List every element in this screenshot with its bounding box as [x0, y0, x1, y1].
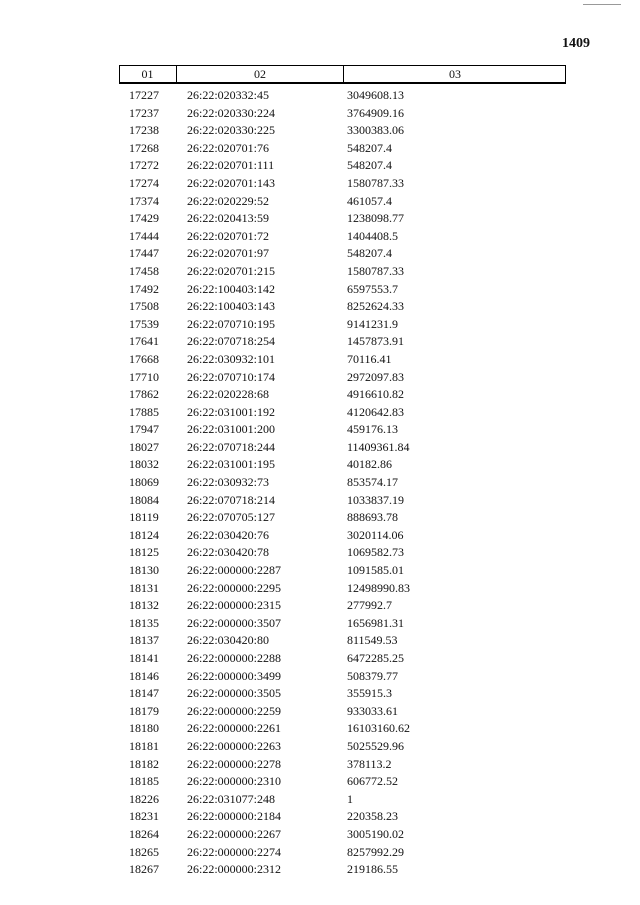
table-cell-2: 26:22:031001:192 — [187, 404, 276, 419]
table-cell-3: 378113.2 — [347, 756, 392, 771]
table-cell-1: 17274 — [129, 175, 159, 190]
table-cell-1: 18137 — [129, 633, 159, 648]
table-row — [0, 386, 640, 404]
column-header-01: 01 — [141, 67, 154, 81]
table-cell-1: 17458 — [129, 263, 159, 278]
table-cell-1: 18135 — [129, 615, 159, 630]
table-cell-3: 1091585.01 — [347, 563, 404, 578]
table-cell-2: 26:22:020701:111 — [187, 158, 275, 173]
table-cell-1: 18032 — [129, 457, 159, 472]
table-cell-1: 17268 — [129, 140, 159, 155]
table-cell-1: 18132 — [129, 598, 159, 613]
table-row — [0, 439, 640, 457]
table-cell-1: 18124 — [129, 527, 159, 542]
table-row — [0, 474, 640, 492]
table-cell-2: 26:22:020701:76 — [187, 140, 270, 155]
table-cell-2: 26:22:000000:2274 — [187, 844, 282, 859]
table-cell-3: 70116.41 — [347, 351, 392, 366]
table-cell-3: 459176.13 — [347, 422, 398, 437]
table-cell-1: 18185 — [129, 774, 159, 789]
table-body — [0, 87, 640, 879]
table-row — [0, 122, 640, 140]
table-row — [0, 404, 640, 422]
table-row — [0, 228, 640, 246]
table-cell-1: 18181 — [129, 738, 159, 753]
table-cell-2: 26:22:020330:224 — [187, 105, 276, 120]
table-cell-2: 26:22:031001:200 — [187, 422, 276, 437]
table-cell-2: 26:22:020701:143 — [187, 175, 276, 190]
table-cell-1: 18084 — [129, 492, 159, 507]
table-row — [0, 685, 640, 703]
table-cell-3: 548207.4 — [347, 246, 392, 261]
table-cell-2: 26:22:070718:214 — [187, 492, 276, 507]
table-cell-2: 26:22:070710:195 — [187, 316, 276, 331]
table-cell-3: 853574.17 — [347, 475, 398, 490]
table-cell-2: 26:22:020701:97 — [187, 246, 270, 261]
table-cell-1: 17947 — [129, 422, 159, 437]
table-row — [0, 597, 640, 615]
table-cell-1: 18226 — [129, 791, 159, 806]
table-row — [0, 826, 640, 844]
table-cell-3: 16103160.62 — [347, 721, 410, 736]
table-cell-3: 4916610.82 — [347, 387, 404, 402]
table-row — [0, 668, 640, 686]
table-row — [0, 580, 640, 598]
table-cell-1: 18146 — [129, 668, 159, 683]
table-cell-2: 26:22:070710:174 — [187, 369, 276, 384]
table-row — [0, 509, 640, 527]
table-cell-3: 12498990.83 — [347, 580, 410, 595]
table-cell-3: 6597553.7 — [347, 281, 398, 296]
table-cell-3: 461057.4 — [347, 193, 392, 208]
table-row — [0, 298, 640, 316]
table-cell-1: 18141 — [129, 651, 159, 665]
table-cell-1: 17885 — [129, 404, 159, 419]
table-row — [0, 527, 640, 545]
table-cell-2: 26:22:000000:2315 — [187, 598, 282, 613]
table-cell-3: 1238098.77 — [347, 211, 404, 226]
table-cell-1: 18180 — [129, 721, 159, 736]
table-row — [0, 421, 640, 439]
table-cell-3: 8252624.33 — [347, 299, 404, 314]
table-row — [0, 245, 640, 263]
table-cell-3: 888693.78 — [347, 510, 398, 525]
table-cell-1: 17668 — [129, 351, 159, 366]
table-cell-1: 18130 — [129, 563, 159, 578]
table-cell-2: 26:22:000000:3505 — [187, 686, 282, 701]
table-cell-2: 26:22:020229:52 — [187, 193, 270, 208]
table-cell-1: 17429 — [129, 211, 159, 226]
table-cell-3: 5025529.96 — [347, 738, 404, 753]
table-row — [0, 808, 640, 826]
table-cell-3: 277992.7 — [347, 598, 392, 613]
table-cell-3: 3020114.06 — [347, 527, 404, 542]
table-cell-3: 1404408.5 — [347, 228, 398, 243]
column-header-02: 02 — [176, 66, 343, 82]
table-cell-1: 17710 — [129, 369, 159, 384]
table-cell-2: 26:22:000000:2287 — [187, 563, 282, 578]
table-cell-1: 18182 — [129, 756, 159, 771]
table-row — [0, 140, 640, 158]
table-row — [0, 263, 640, 281]
table-cell-3: 548207.4 — [347, 158, 392, 173]
table-cell-2: 26:22:000000:2295 — [187, 580, 282, 595]
table-cell-3: 1069582.73 — [347, 545, 404, 560]
table-cell-3: 40182.86 — [347, 457, 392, 472]
table-row — [0, 105, 640, 123]
table-cell-1: 17862 — [129, 387, 159, 402]
table-cell-3: 548207.4 — [347, 140, 392, 155]
table-cell-1: 18147 — [129, 686, 159, 701]
table-cell-1: 17641 — [129, 334, 159, 349]
table-cell-1: 18231 — [129, 809, 159, 824]
table-row — [0, 351, 640, 369]
table-cell-2: 26:22:000000:2263 — [187, 738, 282, 753]
table-cell-3: 1580787.33 — [347, 263, 404, 278]
table-cell-1: 17374 — [129, 193, 159, 208]
column-header-03: 03 — [343, 66, 566, 82]
table-cell-3: 9141231.9 — [347, 316, 398, 331]
table-row — [0, 492, 640, 510]
table-cell-2: 26:22:000000:3507 — [187, 615, 282, 630]
table-cell-2: 26:22:000000:2312 — [187, 862, 282, 877]
table-cell-1: 17237 — [129, 105, 159, 120]
table-cell-2: 26:22:030420:80 — [187, 633, 270, 648]
table-cell-1: 18027 — [129, 439, 159, 454]
table-cell-1: 18265 — [129, 844, 159, 859]
table-cell-2: 26:22:070718:254 — [187, 334, 276, 349]
table-cell-2: 26:22:100403:143 — [187, 299, 276, 314]
table-row — [0, 456, 640, 474]
table-cell-3: 811549.53 — [347, 633, 398, 648]
table-cell-1: 18131 — [129, 580, 159, 595]
table-cell-3: 8257992.29 — [347, 844, 404, 859]
table-cell-3: 220358.23 — [347, 809, 398, 824]
table-row — [0, 175, 640, 193]
table-row — [0, 650, 640, 668]
table-cell-3: 2972097.83 — [347, 369, 404, 384]
table-row — [0, 210, 640, 228]
table-row — [0, 281, 640, 299]
table-cell-3: 1 — [347, 791, 353, 806]
table-cell-1: 18069 — [129, 475, 159, 490]
table-cell-1: 17492 — [129, 281, 159, 296]
table-row — [0, 861, 640, 879]
table-cell-2: 26:22:020413:59 — [187, 211, 270, 226]
table-cell-3: 3005190.02 — [347, 826, 404, 841]
table-cell-3: 219186.55 — [347, 862, 398, 877]
table-cell-2: 26:22:030420:78 — [187, 545, 270, 560]
table-cell-2: 26:22:000000:2278 — [187, 756, 282, 771]
table-cell-2: 26:22:030420:76 — [187, 527, 270, 542]
table-cell-3: 6472285.25 — [347, 651, 404, 665]
table-cell-2: 26:22:000000:2184 — [187, 809, 282, 824]
table-cell-2: 26:22:000000:3499 — [187, 668, 282, 683]
table-cell-2: 26:22:000000:2267 — [187, 826, 282, 841]
table-cell-2: 26:22:020330:225 — [187, 123, 276, 138]
table-cell-3: 3300383.06 — [347, 123, 404, 138]
table-cell-3: 1033837.19 — [347, 492, 404, 507]
table-cell-1: 18119 — [129, 510, 159, 525]
table-cell-2: 26:22:031077:248 — [187, 791, 276, 806]
table-row — [0, 333, 640, 351]
table-row — [0, 844, 640, 862]
table-row — [0, 632, 640, 650]
table-cell-1: 17444 — [129, 228, 159, 243]
table-cell-2: 26:22:070705:127 — [187, 510, 276, 525]
table-cell-1: 17508 — [129, 299, 159, 314]
table-row — [0, 87, 640, 105]
table-row — [0, 738, 640, 756]
table-cell-1: 18179 — [129, 703, 159, 718]
table-cell-2: 26:22:030932:101 — [187, 351, 276, 366]
table-cell-2: 26:22:000000:2261 — [187, 721, 282, 736]
table-cell-1: 18264 — [129, 826, 159, 841]
table-row — [0, 703, 640, 721]
table-cell-2: 26:22:100403:142 — [187, 281, 276, 296]
table-cell-1: 17539 — [129, 316, 159, 331]
table-cell-2: 26:22:031001:195 — [187, 457, 276, 472]
table-row — [0, 615, 640, 633]
table-cell-3: 1580787.33 — [347, 175, 404, 190]
table-cell-3: 933033.61 — [347, 703, 398, 718]
table-row — [0, 544, 640, 562]
top-rule — [583, 4, 621, 5]
table-row — [0, 316, 640, 334]
table-cell-3: 4120642.83 — [347, 404, 404, 419]
table-cell-3: 3049608.13 — [347, 88, 404, 102]
table-row — [0, 562, 640, 580]
table-cell-2: 26:22:000000:2310 — [187, 774, 282, 789]
table-cell-1: 18125 — [129, 545, 159, 560]
table-cell-2: 26:22:030932:73 — [187, 475, 270, 490]
table-header — [119, 65, 566, 84]
table-cell-2: 26:22:020701:72 — [187, 228, 270, 243]
table-cell-1: 17227 — [129, 88, 159, 102]
table-cell-2: 26:22:020228:68 — [187, 387, 270, 402]
table-cell-2: 26:22:020701:215 — [187, 263, 276, 278]
table-row — [0, 157, 640, 175]
table-cell-3: 355915.3 — [347, 686, 392, 701]
table-row — [0, 756, 640, 774]
table-cell-2: 26:22:000000:2288 — [187, 651, 282, 665]
table-cell-1: 17447 — [129, 246, 159, 261]
table-row — [0, 369, 640, 387]
table-cell-1: 18267 — [129, 862, 159, 877]
page-number: 1409 — [562, 36, 590, 51]
table-cell-3: 1656981.31 — [347, 615, 404, 630]
table-cell-3: 606772.52 — [347, 774, 398, 789]
table-row — [0, 791, 640, 809]
table-cell-2: 26:22:000000:2259 — [187, 703, 282, 718]
table-row — [0, 773, 640, 791]
table-cell-3: 508379.77 — [347, 668, 398, 683]
table-cell-3: 3764909.16 — [347, 105, 404, 120]
table-row — [0, 193, 640, 211]
table-cell-1: 17272 — [129, 158, 159, 173]
table-cell-2: 26:22:020332:45 — [187, 88, 270, 102]
table-row — [0, 720, 640, 738]
table-cell-1: 17238 — [129, 123, 159, 138]
table-cell-3: 1457873.91 — [347, 334, 404, 349]
table-cell-2: 26:22:070718:244 — [187, 439, 276, 454]
table-cell-3: 11409361.84 — [347, 439, 410, 454]
